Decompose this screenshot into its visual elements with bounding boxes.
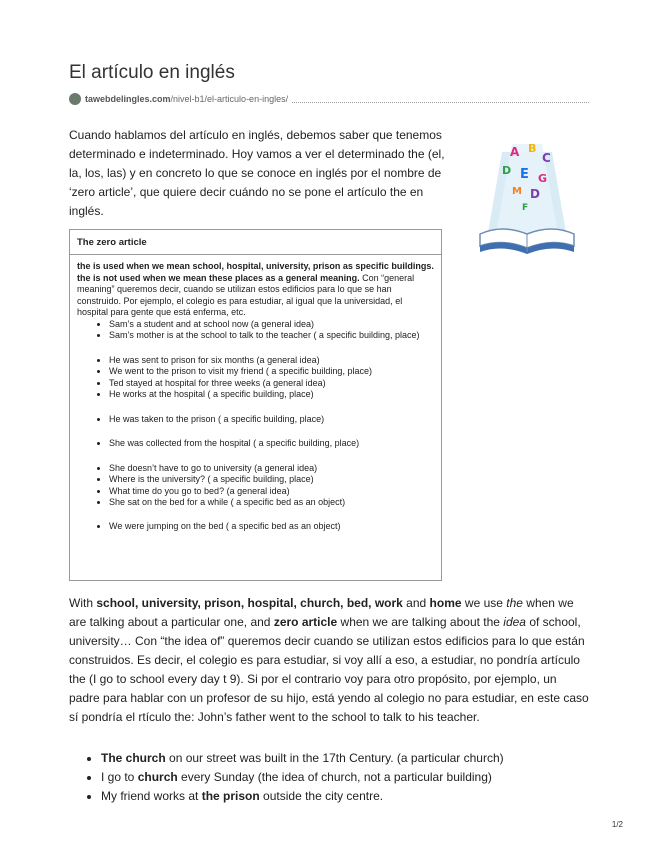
text-span: With <box>69 596 97 610</box>
bold-span: zero article <box>273 615 338 629</box>
list-item <box>101 787 621 806</box>
box-body <box>70 255 441 532</box>
church-examples-list <box>69 749 621 806</box>
book-letters-illustration <box>472 134 582 262</box>
box-lead <box>77 261 434 319</box>
box-lead-rest: Con “general meaning” queremos decir, cuando se utilizan estos edificios para lo que se han construido. Por ejemplo, el colegio es para estudiar, al igual que la universidad, el hospital para gente que está enferma, etc. <box>77 272 415 317</box>
source-domain: tawebdelingles.com <box>85 94 171 104</box>
box-header: The zero article <box>70 230 441 255</box>
italic-span: the <box>506 596 523 610</box>
svg-text:A: A <box>510 145 520 159</box>
spacer <box>109 342 434 355</box>
spacer <box>109 425 434 438</box>
list-item <box>101 768 621 787</box>
text-span: of school, university… Con “the idea of” queremos decir cuando se utilizan estos edificios para lo que están construidos. Es decir, el colegio es para estudiar, si voy allí a eso, a estudiar, no pondría artículo the (I go to school every day t 9). Si por el contrario voy para otro propósito, por ejemplo, un padre para hablar con un profesor de su hijo, está yendo al colegio no para estudiar, en este caso sí pondría el rtículo the: John’s father went to the school to talk to his teacher. <box>69 615 589 724</box>
page-number: 1/2 <box>611 820 623 829</box>
explanation-paragraph <box>69 594 589 727</box>
site-logo-icon <box>69 93 81 105</box>
svg-text:E: E <box>520 167 529 182</box>
source-url[interactable] <box>69 93 589 105</box>
svg-text:M: M <box>512 186 522 197</box>
svg-text:D: D <box>502 164 512 177</box>
zero-article-box <box>69 229 442 581</box>
list-item: • He was taken to the prison ( a specific building, place) <box>109 414 434 426</box>
svg-text:F: F <box>522 203 529 213</box>
list-item: • Sam’s a student and at school now (a general idea) <box>109 319 434 331</box>
text-span: when we are talking about a particular one, and <box>69 596 574 629</box>
example-list <box>77 319 434 533</box>
page-title: El artículo en inglés <box>69 62 235 83</box>
text-span: every Sunday (the idea of church, not a particular building) <box>177 770 492 784</box>
bold-span: school, university, prison, hospital, church, bed, work <box>96 596 403 610</box>
svg-text:G: G <box>538 172 548 185</box>
text-span: on our street was built in the 17th Century. (a particular church) <box>165 751 504 765</box>
box-lead-bold: the is used when we mean school, hospital, university, prison as specific buildings. the is not used when we mean these places as a general meaning. <box>77 261 434 283</box>
dotted-divider <box>292 96 589 103</box>
intro-paragraph: Cuando hablamos del artículo en inglés, debemos saber que tenemos determinado e indeterminado. Hoy vamos a ver el determinado the (el, la, los, las) y en concreto lo que se conoce en inglés por el nombre de ‘zero article’, que quiere decir cuándo no se pone el artículo the en inglés. <box>69 128 445 218</box>
bold-span: church <box>137 770 178 784</box>
text-span: we use <box>461 596 507 610</box>
spacer <box>109 401 434 414</box>
italic-span: idea <box>503 615 526 629</box>
list-item: • We went to the prison to visit my friend ( a specific building, place) <box>109 366 434 378</box>
source-path: /nivel-b1/el-articulo-en-ingles/ <box>170 94 289 104</box>
list-item: • What time do you go to bed? (a general idea) <box>109 486 434 498</box>
list-item: • She was collected from the hospital ( a specific building, place) <box>109 438 434 450</box>
text-span: I go to <box>101 770 138 784</box>
text-span: My friend works at <box>101 789 202 803</box>
svg-text:D: D <box>530 187 540 201</box>
svg-text:B: B <box>528 142 537 155</box>
list-item: • She doesn’t have to go to university (a general idea) <box>109 463 434 475</box>
list-item: • Sam’s mother is at the school to talk to the teacher ( a specific building, place) <box>109 330 434 342</box>
text-span: outside the city centre. <box>259 789 384 803</box>
spacer <box>109 509 434 521</box>
text-span: when we are talking about the <box>337 615 504 629</box>
list-item: • We were jumping on the bed ( a specific bed as an object) <box>109 521 434 533</box>
svg-text:C: C <box>542 151 551 165</box>
list-item: • She sat on the bed for a while ( a specific bed as an object) <box>109 497 434 509</box>
text-span: and <box>402 596 430 610</box>
spacer <box>109 450 434 463</box>
bold-span: home <box>429 596 462 610</box>
list-item <box>101 749 621 768</box>
list-item: • He works at the hospital ( a specific building, place) <box>109 389 434 401</box>
list-item: • Ted stayed at hospital for three weeks (a general idea) <box>109 378 434 390</box>
list-item: • He was sent to prison for six months (a general idea) <box>109 355 434 367</box>
bold-span: the prison <box>201 789 260 803</box>
bold-span: The church <box>101 751 166 765</box>
list-item: • Where is the university? ( a specific building, place) <box>109 474 434 486</box>
